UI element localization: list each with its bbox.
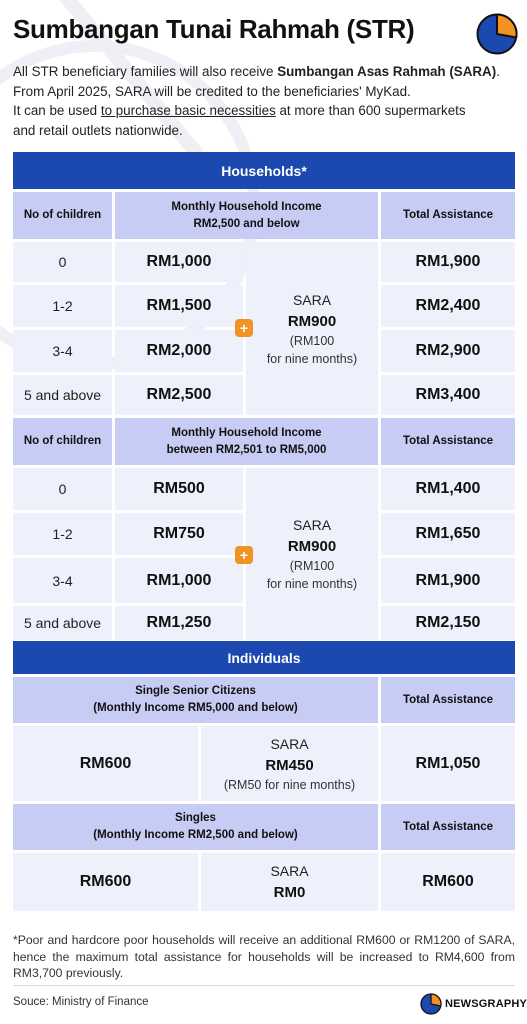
plus-icon: + xyxy=(235,319,253,337)
total-amount: RM600 xyxy=(381,853,515,911)
senior-header: Single Senior Citizens (Monthly Income RM5,000 and below) xyxy=(13,677,378,723)
sara-label: SARA xyxy=(292,517,332,533)
sara-label: SARA xyxy=(270,735,309,752)
sara-amount-cell xyxy=(201,726,378,801)
col-children-header: No of children xyxy=(13,192,112,239)
str-amount: RM2,000 xyxy=(115,330,243,372)
sara-value: RM900 xyxy=(287,538,337,555)
intro-line-1: All STR beneficiary families will also receive Sumbangan Asas Rahmah (SARA). xyxy=(13,64,500,79)
singles-header: Singles (Monthly Income RM2,500 and below) xyxy=(13,804,378,850)
total-amount: RM2,400 xyxy=(381,285,515,327)
col-total-header: Total Assistance xyxy=(381,418,515,465)
sara-note: (RM50 for nine months) xyxy=(223,777,356,792)
children-count: 0 xyxy=(13,242,112,282)
str-amount: RM1,250 xyxy=(115,606,243,640)
col-income-header: Monthly Household Income between RM2,501 to RM5,000 xyxy=(115,418,378,465)
pie-chart-icon xyxy=(475,12,519,56)
str-amount: RM500 xyxy=(115,468,243,510)
brand-name: NEWSGRAPHY xyxy=(445,998,527,1010)
sara-note: for nine months) xyxy=(266,577,358,591)
brand xyxy=(420,993,527,1017)
children-count: 0 xyxy=(13,468,112,510)
sara-value: RM900 xyxy=(287,312,337,330)
str-amount: RM750 xyxy=(115,513,243,555)
col-total-header: Total Assistance xyxy=(381,677,515,723)
total-amount: RM1,650 xyxy=(381,513,515,555)
str-amount: RM600 xyxy=(13,726,198,801)
str-amount: RM600 xyxy=(13,853,198,911)
divider xyxy=(13,985,515,986)
households-band: Households* xyxy=(13,152,515,189)
col-income-header: Monthly Household Income RM2,500 and below xyxy=(115,192,378,239)
individuals-band: Individuals xyxy=(13,641,515,674)
str-amount: RM2,500 xyxy=(115,375,243,415)
intro-line-3: It can be used to purchase basic necessities at more than 600 supermarkets xyxy=(13,103,466,119)
sara-value: RM450 xyxy=(265,756,314,774)
children-count: 1-2 xyxy=(13,513,112,555)
str-amount: RM1,000 xyxy=(115,242,243,282)
brand-logo-icon xyxy=(420,993,442,1015)
total-amount: RM1,400 xyxy=(381,468,515,510)
header xyxy=(13,12,518,52)
households-table xyxy=(13,152,515,640)
col-children-header: No of children xyxy=(13,418,112,465)
children-count: 1-2 xyxy=(13,285,112,327)
sara-note: for nine months) xyxy=(266,351,358,366)
sara-value: RM0 xyxy=(273,884,306,901)
total-amount: RM1,900 xyxy=(381,558,515,603)
str-amount: RM1,000 xyxy=(115,558,243,603)
intro-text xyxy=(13,62,513,140)
children-count: 5 and above xyxy=(13,375,112,415)
total-amount: RM1,900 xyxy=(381,242,515,282)
children-count: 3-4 xyxy=(13,558,112,603)
total-amount: RM1,050 xyxy=(381,726,515,801)
total-amount: RM2,150 xyxy=(381,606,515,640)
total-amount: RM2,900 xyxy=(381,330,515,372)
sara-note: (RM100 xyxy=(289,559,335,573)
sara-amount-cell xyxy=(246,242,378,415)
source-credit: Souce: Ministry of Finance xyxy=(13,996,149,1008)
sara-amount-cell xyxy=(246,468,378,640)
children-count: 3-4 xyxy=(13,330,112,372)
col-total-header: Total Assistance xyxy=(381,192,515,239)
total-amount: RM3,400 xyxy=(381,375,515,415)
children-count: 5 and above xyxy=(13,606,112,640)
col-total-header: Total Assistance xyxy=(381,804,515,850)
intro-line-4: and retail outlets nationwide. xyxy=(13,122,183,138)
intro-line-2: From April 2025, SARA will be credited to the beneficiaries' MyKad. xyxy=(13,83,411,99)
sara-note: (RM100 xyxy=(289,333,335,348)
sara-label: SARA xyxy=(292,291,332,308)
sara-amount-cell xyxy=(201,853,378,911)
str-amount: RM1,500 xyxy=(115,285,243,327)
individuals-table xyxy=(13,641,515,911)
sara-label: SARA xyxy=(270,863,309,879)
page-title: Sumbangan Tunai Rahmah (STR) xyxy=(13,14,415,44)
footnote: *Poor and hardcore poor households will receive an additional RM600 or RM1200 of SARA, hence the maximum total assistance for households will be increased to RM4,600 from RM3,700 previously. xyxy=(13,933,515,980)
plus-icon: + xyxy=(235,546,253,564)
